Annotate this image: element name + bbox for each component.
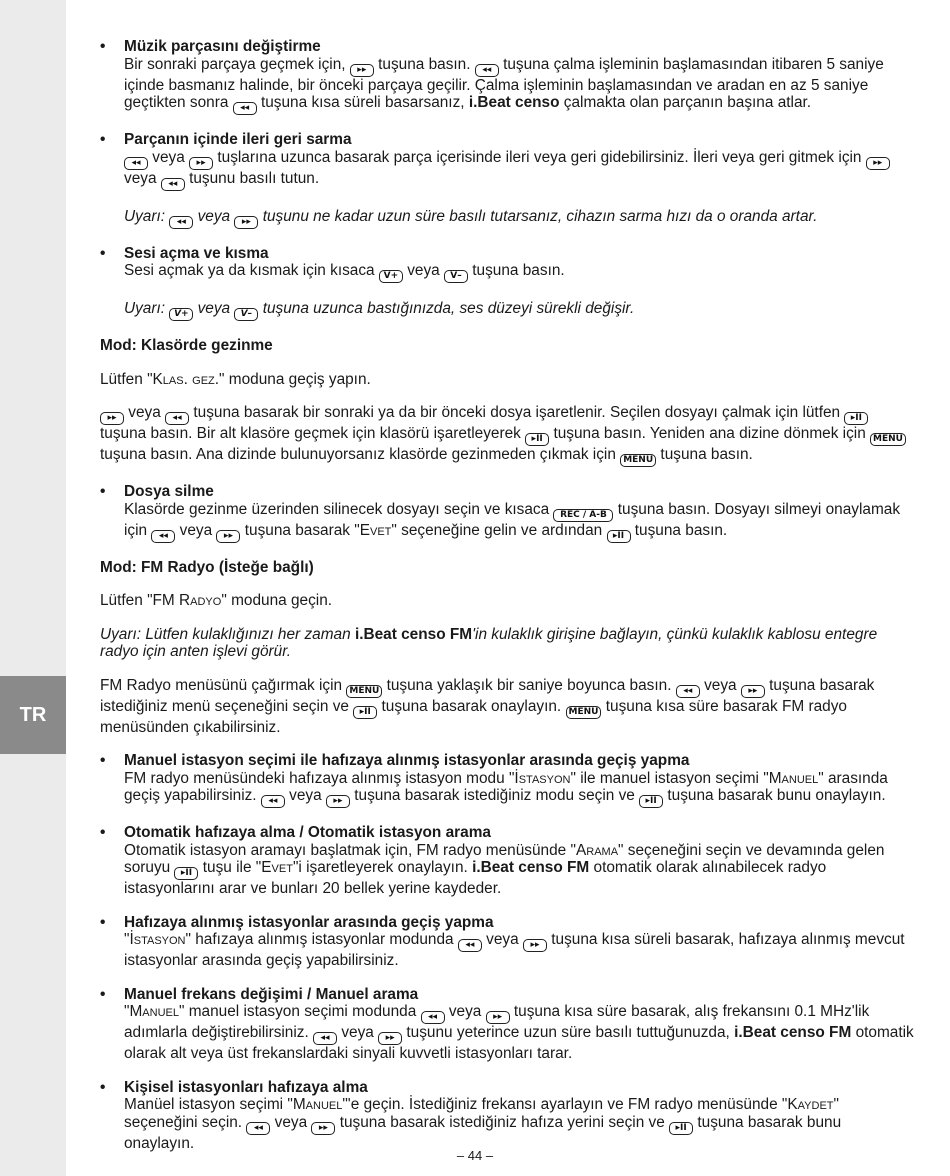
- text: veya: [197, 207, 231, 225]
- text: tuşuna basın. Bir alt klasöre geçmek için klasörü işaretleyerek: [100, 425, 521, 442]
- text: tuşuna çalma işleminin başlamasından itibaren 5 saniye içinde basmanız halinde, bir önceki parçaya geçilir. Çalma işleminin başlamasından ve aradan en az 5 saniye geçtikten sonra: [124, 55, 884, 111]
- text: veya: [197, 300, 231, 317]
- text: tuşuna basın. Yeniden ana dizine dönmek için: [553, 425, 866, 442]
- text: tuşuna basarak istediğiniz menü seçeneğini seçin ve: [100, 676, 875, 715]
- text: otomatik olarak alt veya üst frekanslardaki sinyali kuvvetli istasyonları tarar.: [124, 1024, 914, 1062]
- text: tuşunu ne kadar uzun süre basılı tutarsanız, cihazın sarma hızı da o oranda artar.: [262, 207, 818, 225]
- text: " moduna geçiş yapın.: [219, 370, 371, 388]
- play-key-icon: ▸II: [844, 412, 868, 425]
- next-key-icon: ▸▸: [866, 157, 890, 170]
- section-title: • Sesi açma ve kısma: [124, 244, 269, 262]
- prev-key-icon: ◂◂: [458, 939, 482, 952]
- next-key-icon: ▸▸: [350, 64, 374, 77]
- text: veya: [486, 931, 519, 948]
- volume-up-key-icon: V+: [379, 270, 403, 283]
- text: Manüel istasyon seçimi ": [124, 1096, 293, 1113]
- option-name: Kaydet: [787, 1096, 834, 1113]
- prev-key-icon: ◂◂: [124, 157, 148, 170]
- next-key-icon: ▸▸: [378, 1032, 402, 1045]
- text: tuşuna basın.: [378, 55, 471, 73]
- text: tuşuna basın. Ana dizinde bulunuyorsanız klasörde gezinmeden çıkmak için: [100, 446, 616, 463]
- section-title: • Parçanın içinde ileri geri sarma: [124, 131, 352, 148]
- text: veya: [274, 1113, 308, 1131]
- menu-key-icon: MENU: [346, 685, 382, 698]
- text: " arasında geçiş yapabilirsiniz.: [124, 769, 888, 804]
- section-title: • Müzik parçasını değiştirme: [124, 38, 321, 55]
- volume-down-key-icon: V–: [234, 308, 258, 321]
- text: veya: [407, 262, 440, 279]
- text: " manuel istasyon seçimi modunda: [178, 1003, 417, 1020]
- prev-key-icon: ◂◂: [421, 1011, 445, 1024]
- text: tuşuna yaklaşık bir saniye boyunca basın.: [386, 676, 672, 694]
- mode-name: İstasyon: [129, 931, 186, 948]
- text: tuşuna basın. Dosyayı silmeyi onaylamak için: [124, 500, 901, 539]
- paragraph: [100, 677, 915, 737]
- text: Bir sonraki parçaya geçmek için,: [124, 55, 346, 73]
- prev-key-icon: ◂◂: [169, 216, 193, 229]
- menu-key-icon: MENU: [870, 433, 906, 446]
- text: Uyarı:: [124, 300, 166, 317]
- prev-key-icon: ◂◂: [261, 795, 285, 808]
- text: tuşlarına uzunca basarak parça içerisinde ileri veya geri gidebilirsiniz. İleri veya geri gitmek için: [217, 148, 862, 166]
- section-title: • Dosya silme: [124, 483, 214, 500]
- text: 'in kulaklık girişine bağlayın, çünkü kulaklık kablosu entegre radyo için anten işlevi görür.: [100, 625, 878, 660]
- next-key-icon: ▸▸: [741, 685, 765, 698]
- mode-heading-fm: Mod: FM Radyo (İsteğe bağlı): [100, 558, 314, 576]
- section-seek: [100, 131, 915, 229]
- mode-name: Manuel: [768, 769, 819, 787]
- text: tuşuna basın.: [634, 521, 728, 539]
- text: ": [124, 931, 130, 948]
- section-title: • Manuel frekans değişimi / Manuel arama: [124, 985, 419, 1003]
- text: tuşuna basarak bunu onaylayın.: [667, 787, 886, 804]
- mode-heading-folder: Mod: Klasörde gezinme: [100, 337, 273, 354]
- section-auto-search: [100, 824, 915, 898]
- brand-name: i.Beat censo FM: [354, 625, 473, 643]
- next-key-icon: ▸▸: [216, 530, 240, 543]
- text: tuşuna kısa süreli basarsanız,: [260, 94, 465, 111]
- prev-key-icon: ◂◂: [165, 412, 189, 425]
- text: veya: [704, 676, 737, 694]
- text: ": [124, 1003, 130, 1020]
- text: tuşuna basarak bunu onaylayın.: [124, 1113, 842, 1152]
- text: " seçeneğini seçin ve devamında gelen soruyu: [124, 841, 885, 876]
- text: tuşuna kısa süre basarak FM radyo menüsünden çıkabilirsiniz.: [100, 697, 847, 736]
- prev-key-icon: ◂◂: [676, 685, 700, 698]
- text: tuşu ile ": [202, 859, 262, 876]
- prev-key-icon: ◂◂: [475, 64, 499, 77]
- rec-key-icon: REC / A-B: [553, 509, 613, 522]
- text: veya: [341, 1024, 374, 1041]
- text: Klasörde gezinme üzerinden silinecek dosyayı seçin ve kısaca: [124, 500, 550, 518]
- text: tuşunu yeterince uzun süre basılı tuttuğunuzda,: [406, 1024, 730, 1041]
- prev-key-icon: ◂◂: [313, 1032, 337, 1045]
- section-save-stations: [100, 1079, 915, 1153]
- play-key-icon: ▸II: [669, 1122, 693, 1135]
- paragraph: [100, 404, 915, 467]
- mode-name: Klas. gez.: [152, 370, 220, 388]
- next-key-icon: ▸▸: [523, 939, 547, 952]
- text: veya: [128, 404, 161, 421]
- paragraph: [100, 371, 915, 389]
- text: tuşuna kısa süreli basarak, hafızaya alınmış mevcut istasyonlar arasında geçiş yapabilirsiniz.: [124, 931, 905, 969]
- section-title: • Kişisel istasyonları hafızaya alma: [124, 1078, 368, 1096]
- page-content: [100, 38, 915, 1168]
- prev-key-icon: ◂◂: [161, 178, 185, 191]
- page-number: – 44 –: [456, 1148, 494, 1163]
- option-name: Arama: [575, 841, 619, 859]
- text: tuşuna basın.: [472, 262, 565, 279]
- text: " hafızaya alınmış istasyonlar modunda: [185, 931, 454, 948]
- play-key-icon: ▸II: [607, 530, 631, 543]
- volume-down-key-icon: V–: [444, 270, 468, 283]
- text: veya: [124, 169, 157, 187]
- text: otomatik olarak alınabilecek radyo istasyonlarını arar ve bunları 20 bellek yerine kaydeder.: [124, 859, 827, 897]
- prev-key-icon: ◂◂: [246, 1122, 270, 1135]
- text: çalmakta olan parçanın başına atlar.: [563, 94, 812, 111]
- next-key-icon: ▸▸: [100, 412, 124, 425]
- play-key-icon: ▸II: [353, 706, 377, 719]
- mode-name: Radyo: [179, 592, 222, 609]
- mode-name: Manuel: [292, 1096, 343, 1113]
- text: FM radyo menüsündeki hafızaya alınmış istasyon modu ": [124, 769, 515, 787]
- section-manual-preset-switch: [100, 752, 915, 808]
- text: tuşuna basarak ": [244, 521, 360, 539]
- note: [124, 300, 915, 321]
- brand-name: i.Beat censo FM: [734, 1024, 852, 1041]
- option-name: Evet: [261, 859, 293, 876]
- play-key-icon: ▸II: [639, 795, 663, 808]
- paragraph: [100, 592, 915, 610]
- text: tuşuna kısa süre basarak, alış frekansını 0.1 MHz'lik adımlarla değiştirebilirsiniz.: [124, 1003, 870, 1041]
- note: [124, 208, 915, 229]
- brand-name: i.Beat censo FM: [472, 859, 590, 876]
- text: veya: [152, 148, 185, 166]
- next-key-icon: ▸▸: [189, 157, 213, 170]
- text: Uyarı: Lütfen kulaklığınızı her zaman: [100, 625, 351, 643]
- mode-name: Manuel: [129, 1003, 179, 1020]
- text: veya: [179, 521, 213, 539]
- text: tuşuna basarak istediğiniz modu seçin ve: [354, 787, 635, 804]
- section-volume: [100, 245, 915, 322]
- play-key-icon: ▸II: [525, 433, 549, 446]
- text: " seçeneğini seçin.: [124, 1096, 839, 1131]
- warning-note: [100, 626, 915, 661]
- text: tuşuna basarak bir sonraki ya da bir önceki dosya işaretlenir. Seçilen dosyayı çalmak için lütfen: [193, 404, 841, 421]
- side-margin: [0, 0, 66, 1176]
- section-title: • Otomatik hafızaya alma / Otomatik istasyon arama: [124, 824, 491, 841]
- next-key-icon: ▸▸: [311, 1122, 335, 1135]
- volume-up-key-icon: V+: [169, 308, 193, 321]
- option-name: Evet: [359, 521, 392, 539]
- section-preset-switch: [100, 914, 915, 970]
- text: Lütfen ": [100, 370, 153, 388]
- play-key-icon: ▸II: [174, 867, 198, 880]
- text: " moduna geçin.: [221, 592, 333, 609]
- section-change-track: [100, 38, 915, 115]
- language-tab: TR: [0, 676, 66, 754]
- text: tuşuna uzunca bastığınızda, ses düzeyi sürekli değişir.: [262, 300, 635, 317]
- next-key-icon: ▸▸: [486, 1011, 510, 1024]
- text: Sesi açmak ya da kısmak için kısaca: [124, 262, 375, 279]
- text: "'e geçin. İstediğiniz frekansı ayarlayın ve FM radyo menüsünde ": [342, 1096, 788, 1113]
- text: tuşuna basarak onaylayın.: [381, 697, 562, 715]
- text: " seçeneğine gelin ve ardından: [391, 521, 603, 539]
- next-key-icon: ▸▸: [234, 216, 258, 229]
- text: veya: [448, 1003, 482, 1020]
- text: tuşunu basılı tutun.: [189, 169, 320, 187]
- section-title: • Hafızaya alınmış istasyonlar arasında geçiş yapma: [124, 913, 494, 931]
- text: Uyarı:: [124, 207, 166, 225]
- section-title: • Manuel istasyon seçimi ile hafızaya alınmış istasyonlar arasında geçiş yapma: [124, 752, 690, 769]
- brand-name: i.Beat censo: [468, 94, 560, 111]
- menu-key-icon: MENU: [566, 706, 602, 719]
- text: FM Radyo menüsünü çağırmak için: [100, 676, 343, 694]
- mode-name: İstasyon: [514, 769, 571, 787]
- text: veya: [289, 787, 322, 804]
- menu-key-icon: MENU: [620, 454, 656, 467]
- prev-key-icon: ◂◂: [233, 102, 257, 115]
- text: "i işaretleyerek onaylayın.: [292, 859, 468, 876]
- text: " ile manuel istasyon seçimi ": [570, 769, 769, 787]
- text: Otomatik istasyon aramayı başlatmak için, FM radyo menüsünde ": [124, 841, 576, 859]
- section-delete-file: [100, 483, 915, 543]
- text: tuşuna basın.: [660, 446, 753, 463]
- text: tuşuna basarak istediğiniz hafıza yerini seçin ve: [339, 1113, 665, 1131]
- section-manual-frequency: [100, 986, 915, 1063]
- text: Lütfen "FM: [100, 592, 180, 609]
- next-key-icon: ▸▸: [326, 795, 350, 808]
- prev-key-icon: ◂◂: [151, 530, 175, 543]
